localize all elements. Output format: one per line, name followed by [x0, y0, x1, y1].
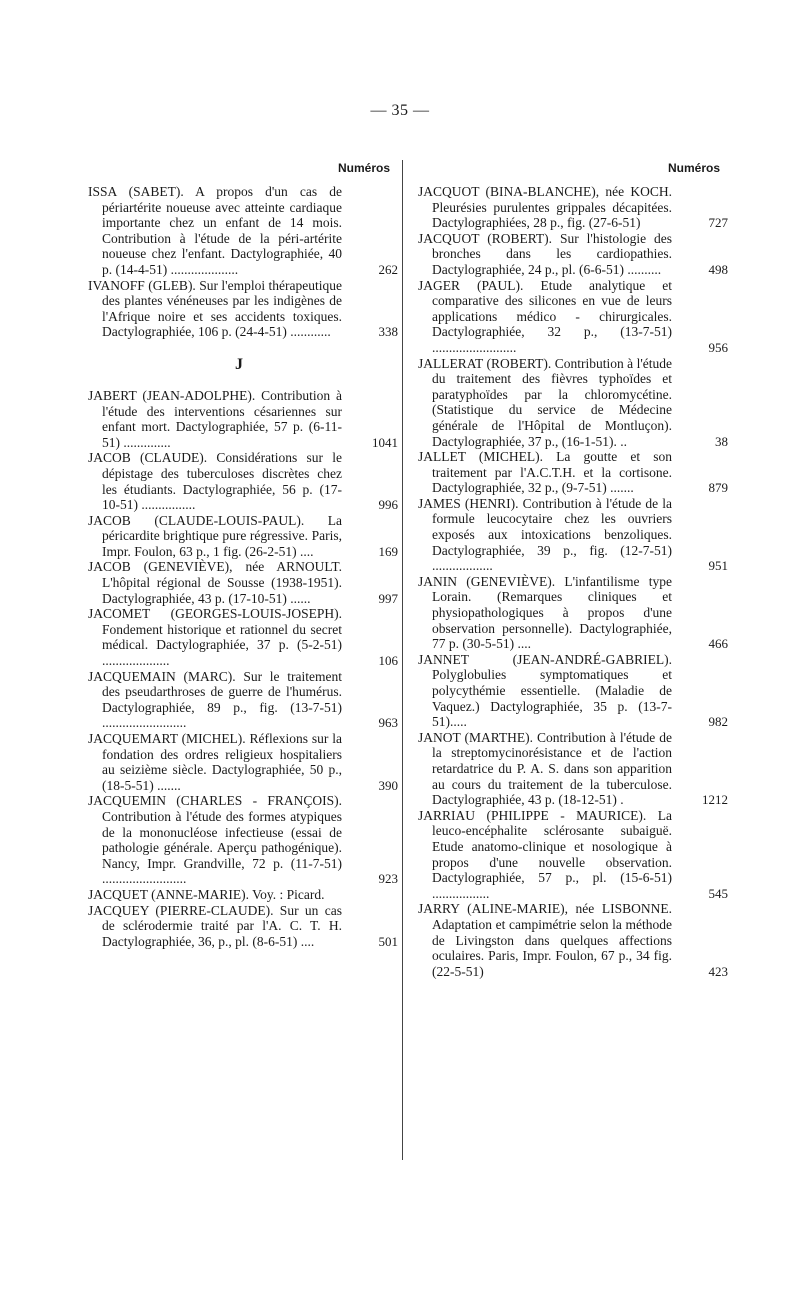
bibliography-entry	[418, 651, 728, 730]
entry-text: IVANOFF (GLEB). Sur l'emploi thérapeutique des plantes vénéneuses par les indigènes de l'Afrique noire et ses accidents toxiques. Dactylographiée, 106 p. (24-4-51) ............	[88, 277, 342, 340]
column-header-numeros: Numéros	[337, 161, 390, 175]
entry-text: JALLERAT (ROBERT). Contribution à l'étude du traitement des fièvres typhoïdes et paratyphoïdes par la chloromycétine. (Statistique du service de Médecine générale de l'Hôpital de Montluçon). Dactylographiée, 37 p., (16-1-51). ..	[418, 355, 672, 449]
entry-text: JANIN (GENEVIÈVE). L'infantilisme type Lorain. (Remarques cliniques et physiopathologiques à propos d'une observation personnelle). Dactylographiée, 77 p. (30-5-51) ....	[418, 573, 672, 652]
entry-number: 423	[708, 963, 728, 979]
entry-number: 466	[708, 636, 728, 652]
entry-number: 956	[708, 339, 728, 355]
entry-text: JANNET (JEAN-ANDRÉ-GABRIEL). Polyglobulies symptomatiques et polycythémie essentielle. (Maladie de Vaquez.) Dactylographiée, 35 p. (13-7-51).....	[418, 651, 672, 730]
page-number: — 35 —	[370, 102, 430, 119]
entry-number: 1041	[372, 434, 398, 450]
entry-number: 1212	[702, 792, 728, 808]
entry-text: JACQUOT (BINA-BLANCHE), née KOCH. Pleurésies purulentes grippales décapitées. Dactylographiées, 28 p., fig. (27-6-51)	[418, 184, 672, 231]
entry-number: 997	[378, 590, 398, 606]
right-column	[418, 160, 728, 979]
bibliography-entry	[88, 184, 398, 278]
bibliography-entry	[88, 559, 398, 606]
entry-number: 390	[378, 777, 398, 793]
entry-text: JACQUEY (PIERRE-CLAUDE). Sur un cas de sclérodermie traité par l'A. C. T. H. Dactylographiée, 36, p., pl. (8-6-51) ....	[88, 902, 342, 949]
bibliography-entry	[418, 729, 728, 808]
left-entries-after	[88, 387, 398, 949]
bibliography-entry	[418, 495, 728, 574]
bibliography-entry	[418, 230, 728, 278]
entry-number: 923	[378, 871, 398, 887]
bibliography-entry	[88, 902, 398, 950]
entry-number: 951	[708, 558, 728, 574]
bibliography-entry	[418, 901, 728, 979]
entry-number: 38	[715, 433, 728, 449]
entry-number: 338	[378, 324, 398, 340]
entry-number: 545	[708, 885, 728, 901]
entry-text: JACOB (GENEVIÈVE), née ARNOULT. L'hôpital régional de Sousse (1938-1951). Dactylographiée, 43 p. (17-10-51) ......	[88, 559, 342, 606]
column-header-numeros: Numéros	[667, 161, 720, 175]
entry-number: 727	[708, 215, 728, 231]
entry-number: 996	[378, 497, 398, 513]
entry-number: 498	[708, 261, 728, 277]
entry-text: ISSA (SABET). A propos d'un cas de périartérite noueuse avec atteinte cardiaque importante chez un enfant de 14 mois. Contribution à l'étude de la péri-artérite noueuse chez l'enfant. Dactylographiée, 40 p. (14-4-51) ....................	[88, 184, 342, 277]
left-column	[88, 160, 398, 949]
entry-number: 501	[378, 933, 398, 949]
entry-text: JACOB (CLAUDE). Considérations sur le dépistage des tuberculoses discrètes chez les étudiants. Dactylographiée, 56 p. (17-10-51) ................	[88, 450, 342, 513]
entry-number: 169	[378, 543, 398, 559]
bibliography-entry	[418, 807, 728, 902]
bibliography-entry	[418, 355, 728, 450]
entry-text: JACQUEMIN (CHARLES - FRANÇOIS). Contribution à l'étude des formes atypiques de la mononucléose infectieuse (essai de pathologie générale. Aperçu pathogénique). Nancy, Impr. Grandville, 72 p. (11-7-51) .........................	[88, 793, 342, 887]
entry-text: JABERT (JEAN-ADOLPHE). Contribution à l'étude des interventions césariennes sur enfant mort. Dactylographiée, 57 p. (6-11-51) ..............	[88, 387, 342, 450]
bibliography-entry	[418, 449, 728, 496]
bibliography-entry	[88, 731, 398, 793]
bibliography-entry	[88, 793, 398, 887]
bibliography-entry	[88, 668, 398, 731]
entry-text: JALLET (MICHEL). La goutte et son traitement par l'A.C.T.H. et la cortisone. Dactylographiée, 32 p., (9-7-51) .......	[418, 449, 672, 496]
bibliography-entry	[88, 387, 398, 450]
column-divider	[402, 160, 403, 1160]
entry-text: JAGER (PAUL). Etude analytique et comparative des silicones en vue de leurs applications médico - chirurgicales. Dactylographiée, 32 p., (13-7-51) .........................	[418, 277, 672, 355]
entry-number: 106	[378, 653, 398, 669]
entry-text: JARRIAU (PHILIPPE - MAURICE). La leuco-encéphalite sclérosante subaiguë. Etude anatomo-clinique et nosologique à propos d'une nouvelle observation. Dactylographiée, 57 p., pl. (15-6-51) .................	[418, 807, 672, 901]
bibliography-entry	[88, 450, 398, 513]
left-entries-before	[88, 184, 398, 340]
entry-text: JACQUET (ANNE-MARIE). Voy. : Picard.	[88, 886, 325, 902]
bibliography-entry	[88, 887, 390, 903]
bibliography-entry	[418, 184, 728, 231]
entry-number: 879	[708, 480, 728, 496]
bibliography-entry	[418, 573, 728, 652]
bibliography-entry	[88, 512, 398, 560]
entry-text: JACOB (CLAUDE-LOUIS-PAUL). La péricardite brightique pure régressive. Paris, Impr. Foulon, 63 p., 1 fig. (26-2-51) ....	[88, 512, 342, 559]
entry-text: JANOT (MARTHE). Contribution à l'étude de la streptomycinorésistance et de l'action retardatrice du P. A. S. dans son apparition au cours du traitement de la tuberculose. Dactylographiée, 43 p. (18-12-51) .	[418, 729, 672, 808]
entry-text: JACQUEMAIN (MARC). Sur le traitement des pseudarthroses de guerre de l'humérus. Dactylographiée, 89 p., fig. (13-7-51) .........................	[88, 668, 342, 731]
entry-text: JACOMET (GEORGES-LOUIS-JOSEPH). Fondement historique et rationnel du secret médical. Dactylographiée, 37 p. (5-2-51) ....................	[88, 606, 342, 669]
bibliography-entry	[88, 277, 398, 340]
entry-number: 982	[708, 714, 728, 730]
bibliography-entry	[418, 277, 728, 356]
right-entries	[418, 184, 728, 979]
entry-text: JACQUEMART (MICHEL). Réflexions sur la fondation des ordres religieux hospitaliers au seizième siècle. Dactylographiée, 50 p., (18-5-51) .......	[88, 731, 342, 793]
entry-number: 963	[378, 715, 398, 731]
bibliography-entry	[88, 606, 398, 669]
letter-heading: J	[235, 355, 243, 373]
entry-text: JARRY (ALINE-MARIE), née LISBONNE. Adaptation et campimétrie selon la méthode de Livingston dans quelques affections oculaires. Paris, Impr. Foulon, 67 p., 34 fig. (22-5-51)	[418, 901, 672, 979]
entry-number: 262	[378, 261, 398, 277]
entry-text: JACQUOT (ROBERT). Sur l'histologie des bronches dans les cardiopathies. Dactylographiée, 24 p., pl. (6-6-51) ..........	[418, 230, 672, 277]
entry-text: JAMES (HENRI). Contribution à l'étude de la formule leucocytaire chez les ouvriers exposés aux intoxications benzoliques. Dactylographiée, 39 p., fig. (12-7-51) ..................	[418, 495, 672, 574]
